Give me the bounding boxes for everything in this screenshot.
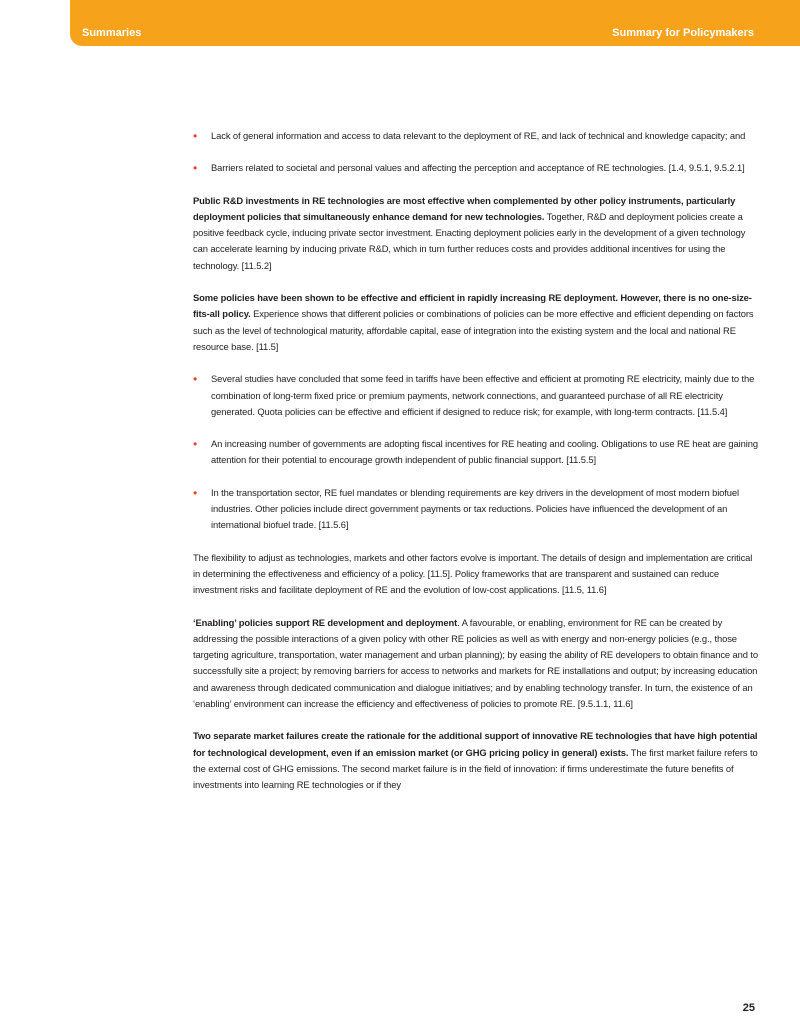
paragraph-lead: ‘Enabling’ policies support RE development and deployment: [193, 616, 458, 628]
paragraph-body: . A favourable, or enabling, environment for RE can be created by addressing the possible interactions of a given policy with other RE policies as well as with energy and non-energy policies (e.g., those targeting agriculture, transportation, water management and urban planning); by easing the ability of RE developers to obtain finance and to successfully site a project; by removing barriers for access to networks and markets for RE installations and output; by increasing education and awareness through dedicated communication and dialogue initiatives; and by enabling technology transfer. In turn, the existence of an ‘enabling’ environment can increase the efficiency and effectiveness of policies to promote RE. [9.5.1.1, 11.6]: [193, 616, 759, 710]
page-body: [193, 128, 758, 810]
list-item: • Barriers related to societal and personal values and affecting the perception and acceptance of RE technologies. [1.4, 9.5.1, 9.5.2.1]: [193, 161, 745, 176]
paragraph-lead: Public R&D investments in RE technologies are most effective when complemented by other policy instruments, particularly deployment policies that simultaneously enhance demand for new technologies.: [193, 194, 736, 222]
header-section-label: Summaries: [82, 27, 142, 39]
paragraph-body: The flexibility to adjust as technologies, markets and other factors evolve is important. The details of design and implementation are critical in determining the effectiveness and efficiency of a policy. [11.5]. Policy frameworks that are transparent and sustained can reduce investment risks and facilitate deployment of RE and the evolution of low-cost applications. [11.5, 11.6]: [193, 551, 753, 596]
list-item: • An increasing number of governments are adopting fiscal incentives for RE heating and cooling. Obligations to use RE heat are gaining attention for their potential to encourage growth independent of public financial support. [11.5.5]: [193, 437, 758, 466]
paragraph-body: Experience shows that different policies or combinations of policies can be more effective and efficient depending on factors such as the level of technological maturity, affordable capital, ease of integration into the existing system and the local and national RE resource base. [11.5]: [193, 308, 754, 352]
paragraph-lead: Some policies have been shown to be effective and efficient in rapidly increasing RE deployment. However, there is no one-size-fits-all policy.: [193, 292, 752, 320]
paragraph-body: Together, R&D and deployment policies create a positive feedback cycle, inducing private sector investment. Enacting deployment policies early in the development of a given technology can accelerate learning by inducing private R&D, which in turn further reduces costs and provides additional incentives for using the technology. [11.5.2]: [193, 210, 746, 271]
header-title: Summary for Policymakers: [612, 27, 754, 39]
paragraph-lead: Two separate market failures create the rationale for the additional support of innovative RE technologies that have high potential for technological development, even if an emission market (or GHG pricing policy in general) exists.: [193, 730, 758, 758]
paragraph: [193, 193, 758, 274]
bullet-icon: •: [193, 129, 198, 143]
bullet-icon: •: [193, 437, 198, 452]
bullet-list-middle: [193, 371, 758, 533]
paragraph-body: The first market failure refers to the external cost of GHG emissions. The second market failure is in the field of innovation: if firms underestimate the future benefits of investments into learning RE technologies or if they: [193, 746, 758, 791]
paragraph: [193, 615, 758, 713]
paragraph: [193, 550, 758, 599]
page-header: [70, 0, 800, 46]
bullet-icon: •: [193, 485, 198, 500]
paragraph: [193, 728, 758, 793]
page-number: 25: [742, 1002, 755, 1014]
paragraph: [193, 290, 758, 355]
list-item: • In the transportation sector, RE fuel mandates or blending requirements are key drivers in the development of most modern biofuel industries. Other policies include direct government payments or tax reductions. Policies have influenced the development of an international biofuel trade. [11.5.6]: [193, 485, 740, 531]
list-item: • Several studies have concluded that some feed in tariffs have been effective and efficient at promoting RE electricity, mainly due to the combination of long-term fixed price or premium payments, network connections, and guaranteed purchase of all RE electricity generated. Quota policies can be effective and efficient if designed to reduce risk; for example, with long-term contracts. [11.5.4]: [193, 372, 755, 417]
bullet-icon: •: [193, 372, 198, 387]
bullet-icon: •: [193, 161, 198, 176]
bullet-list-top: [193, 128, 758, 177]
list-item: • Lack of general information and access to data relevant to the deployment of RE, and lack of technical and knowledge capacity; and: [193, 129, 746, 143]
